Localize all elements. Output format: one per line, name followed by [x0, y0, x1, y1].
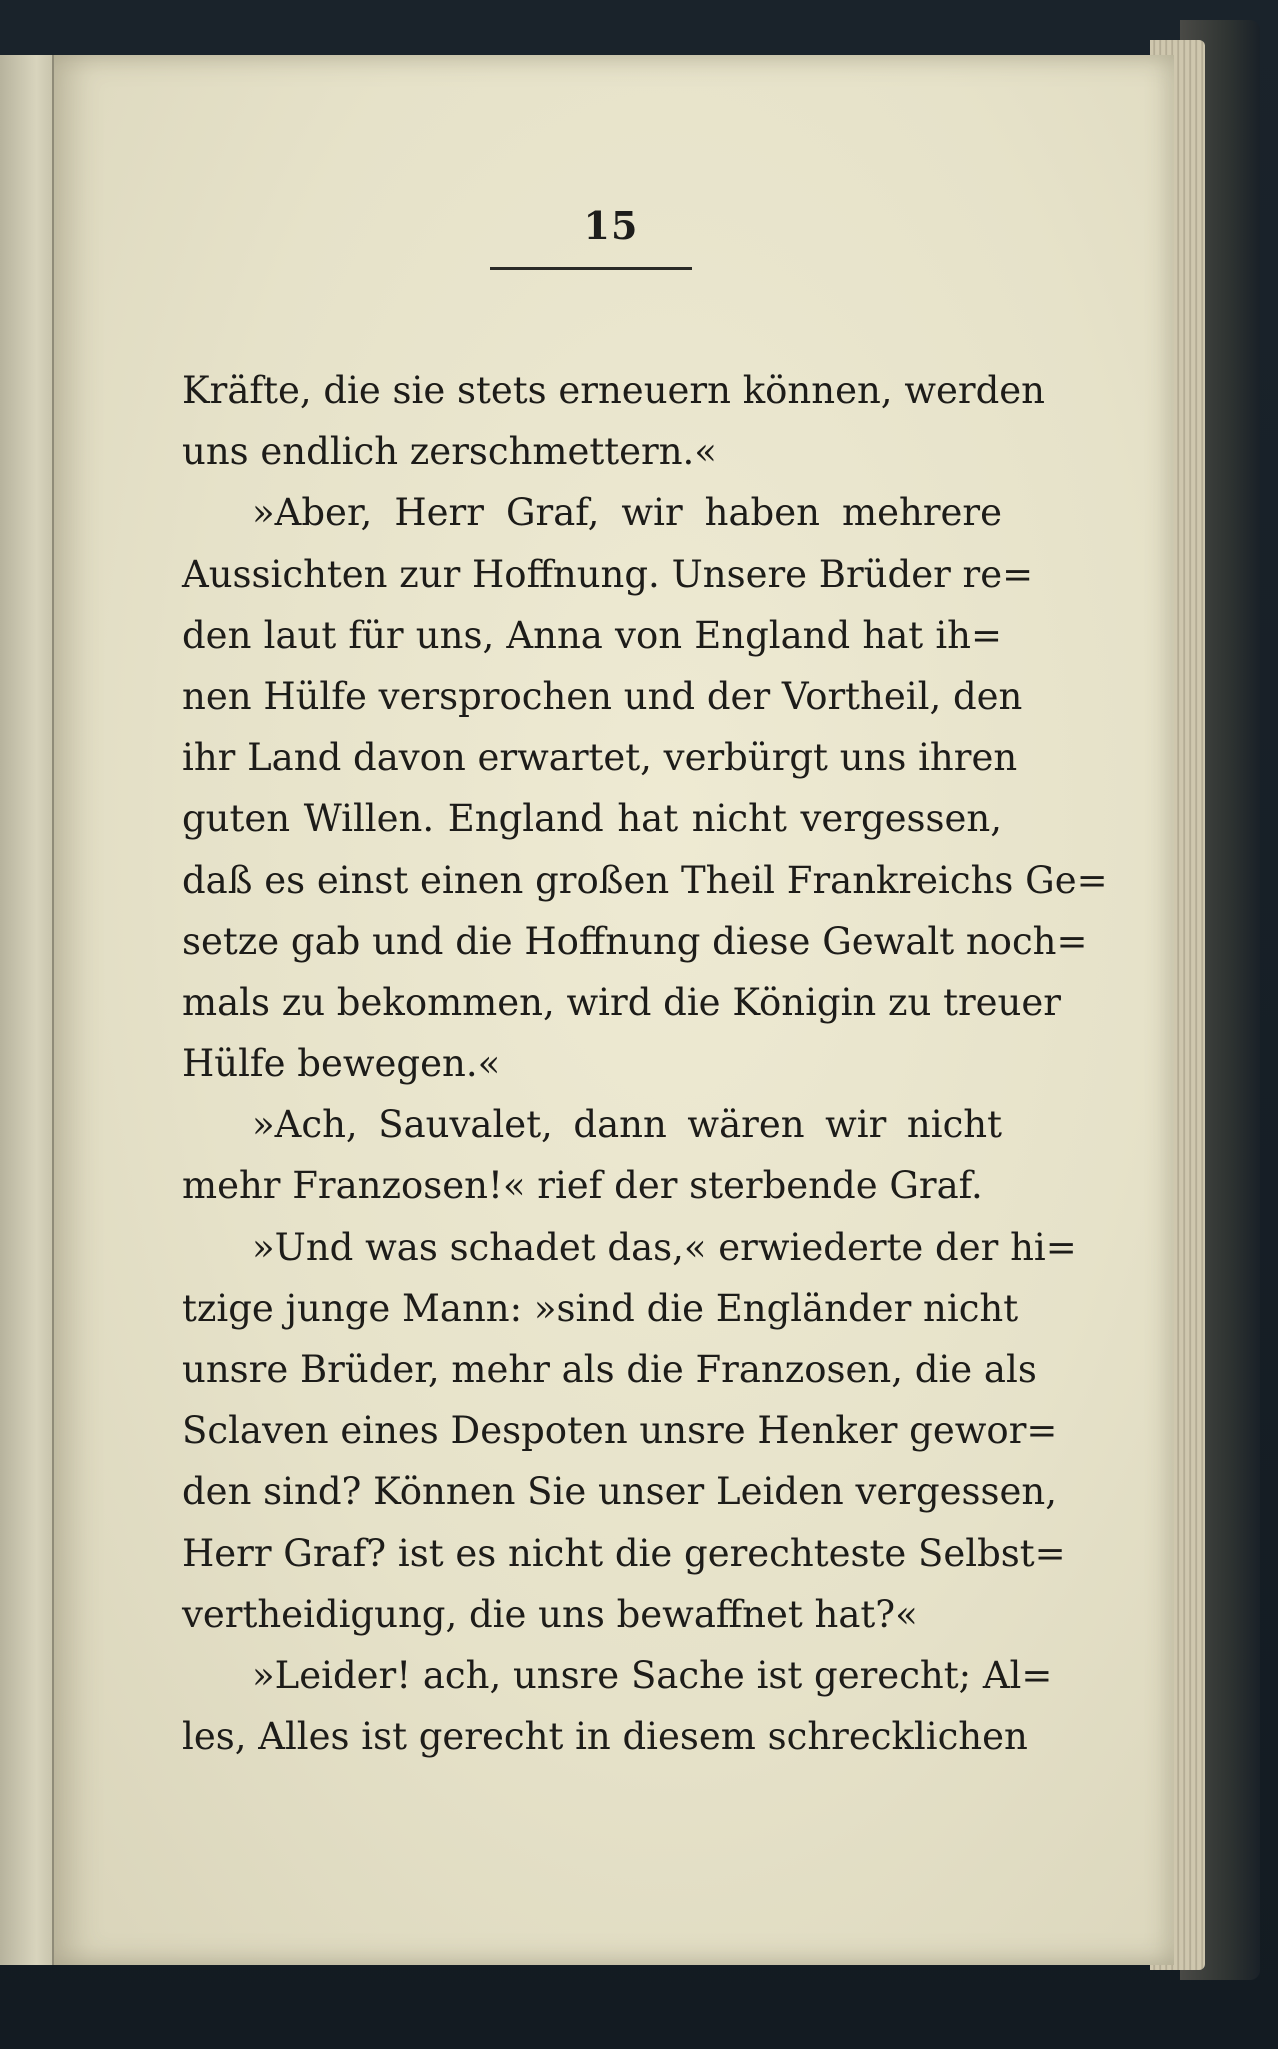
text-line: mehr Franzosen!« rief der sterbende Graf.: [182, 1164, 983, 1208]
text-line: »Und was schadet das,« erwiederte der hi=: [252, 1225, 1077, 1269]
header-rule: [490, 267, 692, 270]
text-line: Hülfe bewegen.«: [182, 1042, 501, 1086]
page-number-text: 15: [583, 203, 639, 248]
text-line: uns endlich zerschmettern.«: [182, 430, 717, 474]
text-line: den laut für uns, Anna von England hat ih=: [182, 613, 1002, 657]
text-line: vertheidigung, die uns bewaffnet hat?«: [182, 1592, 918, 1636]
text-line: »Leider! ach, unsre Sache ist gerecht; Al=: [252, 1653, 1053, 1697]
body-text: [182, 360, 1108, 1767]
text-line: daß es einst einen großen Theil Frankreichs Ge=: [182, 858, 1108, 902]
text-line: les, Alles ist gerecht in diesem schrecklichen: [182, 1715, 1028, 1759]
text-line: ihr Land davon erwartet, verbürgt uns ihren: [182, 736, 1018, 780]
text-line: »Aber, Herr Graf, wir haben mehrere: [252, 491, 1002, 535]
text-line: tzige junge Mann: »sind die Engländer nicht: [182, 1286, 1019, 1330]
text-line: den sind? Können Sie unser Leiden vergessen,: [182, 1470, 1058, 1514]
text-line: »Ach, Sauvalet, dann wären wir nicht: [252, 1103, 1002, 1147]
text-line: setze gab und die Hoffnung diese Gewalt noch=: [182, 919, 1088, 963]
text-line: Aussichten zur Hoffnung. Unsere Brüder re=: [182, 552, 1034, 596]
text-line: Herr Graf? ist es nicht die gerechteste Selbst=: [182, 1531, 1066, 1575]
facing-page-edge: [0, 55, 54, 1965]
text-line: Kräfte, die sie stets erneuern können, werden: [182, 369, 1045, 412]
text-line: Sclaven eines Despoten unsre Henker gewor=: [182, 1409, 1058, 1453]
text-line: guten Willen. England hat nicht vergessen,: [182, 797, 1002, 841]
text-line: nen Hülfe versprochen und der Vortheil, den: [182, 674, 1023, 718]
text-line: mals zu bekommen, wird die Königin zu treuer: [182, 980, 1061, 1024]
text-line: unsre Brüder, mehr als die Franzosen, die als: [182, 1348, 1037, 1391]
page-number: [54, 203, 1174, 248]
book-page: [54, 55, 1174, 1965]
